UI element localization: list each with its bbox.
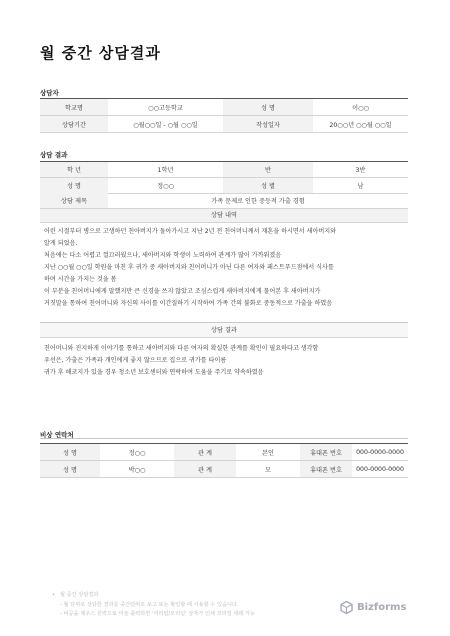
relation-value: 본인 (236, 444, 300, 461)
table-row (40, 178, 408, 194)
grade-value: 1학년 (108, 162, 223, 178)
divider (40, 438, 408, 439)
phone-label: 휴대폰 번호 (300, 444, 352, 461)
table-row (40, 116, 408, 133)
content-line: 하며 시간을 가지는 것을 봄 (44, 276, 117, 283)
content-body (44, 226, 406, 310)
class-value: 3반 (313, 162, 408, 178)
subject-label: 상담 제목 (40, 193, 108, 208)
written-date-label: 작성일자 (223, 116, 313, 133)
phone-value: 000-0000-0000 (352, 461, 408, 478)
bizforms-logo-text: Bizforms (357, 602, 407, 613)
contact-name-label: 성 명 (40, 461, 100, 478)
content-heading: 상담 내역 (40, 209, 408, 223)
gender-label: 성 별 (223, 178, 313, 194)
footer-line: - 월 단위로 상담한 결과를 중간단위로 보고 또는 확인할 때 사용할 수 있습니다. (60, 601, 239, 608)
contact-name-label: 성 명 (40, 444, 100, 461)
content-line: 알게 되었음. (44, 240, 78, 247)
content-line: 처음에는 다소 어렵고 껄끄러웠으나, 새아버지와 학생이 노력하여 관계가 많이 가까워졌음 (44, 252, 282, 259)
gender-value: 남 (313, 178, 408, 194)
contact-name-value: 박○○ (100, 461, 174, 478)
phone-value: 000-0000-0000 (352, 444, 408, 461)
written-date-value: 20○○년 ○○월 ○○일 (313, 116, 408, 133)
table-row (40, 444, 408, 461)
emergency-table (40, 443, 408, 478)
bizforms-logo (340, 601, 406, 614)
result-body (44, 343, 406, 379)
subject-value: 가족 문제로 인한 중등적 가출 경험 (108, 193, 408, 208)
relation-label: 관 계 (174, 444, 236, 461)
result-heading: 상담 결과 (40, 323, 408, 338)
relation-label: 관 계 (174, 461, 236, 478)
result-line: 우선은, 가출은 가족과 개인에게 좋지 않으므로 집으로 귀가를 타이름 (44, 357, 227, 364)
content-line: 지난 ○○월 ○○일 학원을 마친 후 귀가 중 새아버지와 친어머니가 아닌 다른 여자와 패스트푸드점에서 식사를 (44, 264, 334, 271)
counselor-section-heading: 상담자 (40, 89, 59, 97)
student-name-value: 정○○ (108, 178, 223, 194)
footer-note (52, 591, 255, 620)
content-line: 어린 시절부터 병으로 고생하던 친아버지가 돌아가시고 지난 2년 전 친어머니께서 재혼을 하시면서 새아버지와 (44, 228, 337, 235)
school-value: ○○고등학교 (108, 99, 223, 116)
relation-value: 모 (236, 461, 300, 478)
page-title: 월 중간 상담결과 (40, 44, 161, 62)
result-line: 친어머니와 진지하게 이야기를 통하고 새아버지와 다른 여자의 확실한 관계를 확인이 필요하다고 생각함 (44, 345, 319, 352)
bizforms-logo-icon (340, 601, 353, 614)
period-label: 상담기간 (40, 116, 108, 133)
table-row (40, 162, 408, 178)
phone-label: 휴대폰 번호 (300, 461, 352, 478)
subject-table (40, 193, 408, 209)
school-label: 학교명 (40, 99, 108, 116)
content-line: 거짓말을 통하여 친어머니와 자신의 사이를 이간질하기 시작하여 가족 간의 불화로 중동적으로 가출을 하였음 (44, 300, 333, 307)
name-value: 이○○ (313, 99, 408, 116)
bullet-icon: • (52, 592, 56, 598)
footer-line: 월 중간 상담결과 (60, 592, 99, 598)
result-line: 귀가 후 해코지가 있을 경우 청소년 보호센터와 연락하여 도움을 주기로 약속하였음 (44, 369, 264, 376)
student-name-label: 성 명 (40, 178, 108, 194)
result-section-heading: 상담 결과 (40, 151, 68, 159)
class-label: 반 (223, 162, 313, 178)
contact-name-value: 정○○ (100, 444, 174, 461)
footer-line: - 비공을 제우스 원력으로 미술 출력하면 '여리럼/모리럼' 상자가 인쇄 코리얼 세웨 가능 (60, 611, 255, 617)
emergency-section-heading: 비상 연락처 (40, 431, 74, 439)
name-label: 성 명 (223, 99, 313, 116)
period-value: ○월○○일 - ○월 ○○일 (108, 116, 223, 133)
student-table (40, 161, 408, 194)
table-row (40, 461, 408, 478)
content-line: 이 부분을 친어머니에게 말했지만 큰 신경을 쓰지 않았고 조심스럽게 새아버지에게 물어본 후 새아버지가 (44, 288, 321, 295)
counselor-table (40, 98, 408, 133)
grade-label: 학 년 (40, 162, 108, 178)
table-row (40, 193, 408, 208)
table-row (40, 99, 408, 116)
